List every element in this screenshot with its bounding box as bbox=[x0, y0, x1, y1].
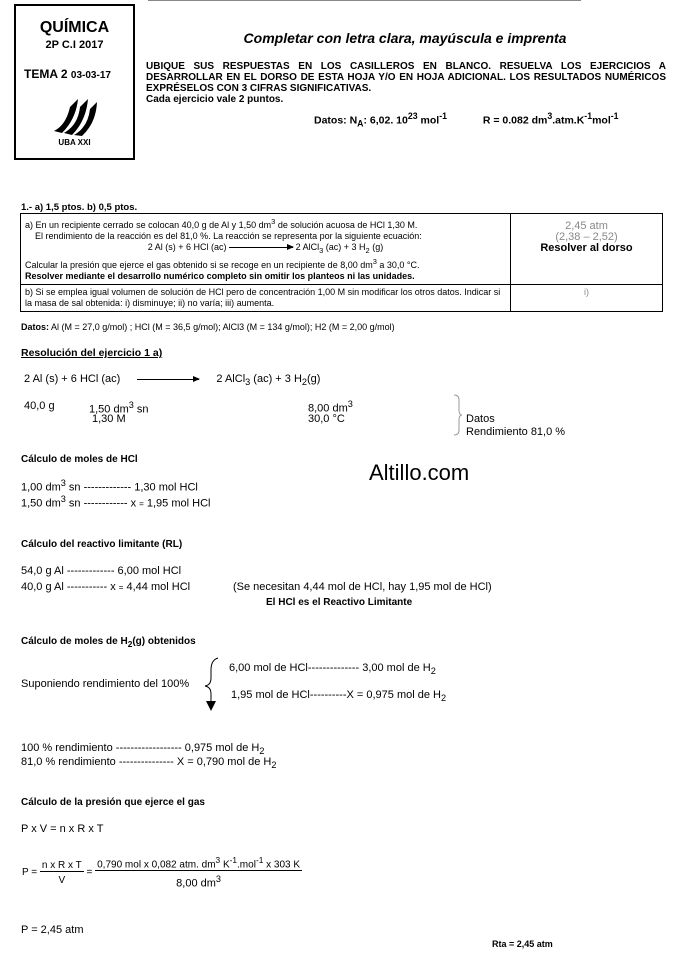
solution-title: Resolución del ejercicio 1 a) bbox=[21, 347, 163, 359]
pressure-result: P = 2,45 atm bbox=[21, 924, 84, 936]
exam-label: 2P C.I 2017 bbox=[45, 39, 104, 51]
part-b-statement: b) Si se emplea igual volumen de solución de HCl pero de concentración 1,00 M sin modificar los otros datos. Indicar si la masa de sal obtenida: i) disminuye; ii) no varía; iii) aumenta. bbox=[21, 284, 511, 311]
part-a-answer-cell[interactable] bbox=[511, 214, 663, 285]
uba-logo-icon bbox=[50, 95, 100, 137]
data-temperature: 30,0 °C bbox=[308, 413, 345, 425]
subject-title: QUÍMICA bbox=[39, 19, 110, 36]
moles-hcl-line-2: 1,50 $dm^3$ sn ------------ x = 1,95 mol HCl bbox=[21, 494, 211, 510]
rendimiento-label: Rendimiento 81,0 % bbox=[466, 426, 566, 438]
exercise-heading: 1.- a) 1,5 ptos. b) 0,5 ptos. bbox=[21, 202, 138, 213]
part-a-resolver: Resolver al dorso bbox=[540, 242, 633, 254]
header-title: Completar con letra clara, mayúscula e imprenta bbox=[243, 30, 567, 46]
moles-hcl-title: Cálculo de moles de HCl bbox=[21, 454, 138, 465]
yield-100-line: 100 % rendimiento ------------------ 0,975 mol de $H_2$ bbox=[21, 742, 265, 757]
brace-icon bbox=[452, 394, 462, 436]
curly-arrow-icon bbox=[200, 656, 224, 714]
part-a-equation: 2 Al (s) + 6 HCl (ac) 2 AlCl$_3$ (ac) + 3 $H_2$ (g) bbox=[147, 242, 384, 255]
data-hcl-volume: 1,50 $dm^3$ sn bbox=[89, 400, 149, 416]
solution-equation: 2 Al (s) + 6 HCl (ac) 2 AlCl$_3$ (ac) + 3 $H_2(g)$ bbox=[24, 373, 321, 388]
tema-label: TEMA 2 03-03-17 bbox=[24, 67, 111, 81]
pressure-title: Cálculo de la presión que ejerce el gas bbox=[21, 797, 205, 808]
h2-line-2: 1,95 mol de HCl----------X = 0,975 mol de $H_2$ bbox=[231, 689, 447, 704]
exam-date: 03-03-17 bbox=[70, 70, 111, 81]
symbolic-fraction: $\frac{\text{n x R x T}}{V}$ bbox=[41, 859, 82, 886]
final-answer: Rta = 2,45 atm bbox=[492, 939, 553, 949]
table-row bbox=[21, 214, 663, 285]
rl-line-1: 54,0 g Al ------------- 6,00 mol HCl bbox=[21, 565, 182, 577]
data-gas-volume: 8,00 $dm^3$ bbox=[308, 399, 353, 415]
exercise-table bbox=[20, 213, 663, 312]
points-note: Cada ejercicio vale 2 puntos. bbox=[146, 94, 284, 105]
rl-title: Cálculo del reactivo limitante (RL) bbox=[21, 539, 183, 550]
pressure-formula: P = $\frac{\text{n x R x T}}{V}$ = $\frac{0,790 mol x 0,082 atm. dm^3 K^{-1}.mol^{-1} x 303 K}{8,00 dm^3}$ bbox=[22, 855, 301, 890]
rl-line-2: 40,0 g Al ----------- x = 4,44 mol HCl bbox=[21, 581, 191, 593]
table-row bbox=[21, 284, 663, 311]
arrow-icon bbox=[137, 379, 199, 380]
data-hcl-molarity: 1,30 M bbox=[92, 413, 126, 425]
molar-masses: Datos: Al (M = 27,0 g/mol) ; HCl (M = 36,5 g/mol); AlCl3 (M = 134 g/mol); H2 (M = 2,00 g/mol) bbox=[21, 322, 395, 332]
part-b-answer-cell[interactable]: i) bbox=[511, 284, 663, 311]
datos-label: Datos bbox=[466, 413, 495, 425]
moles-hcl-line-1: 1,00 $dm^3$ sn ------------- 1,30 mol HCl bbox=[21, 478, 198, 494]
part-a-statement: a) En un recipiente cerrado se colocan 40,0 g de Al y 1,50 $dm^3$ de solución acuosa de HCl 1,30 M. El rendimiento de la reacción es del 81,0 %. La reacción se representa por la siguiente ecuación: 2 Al (s) + 6 HCl (ac) 2 AlCl$_3$ (ac) + 3 $H_2$ (g) Calcular la presión que ejerce el gas obtenido si se recoge en un recipiente de 8,00 $dm^3$ a 30,0 °C. Resolver mediante el desarrollo numérico completo sin omitir los planteos ni las unidades. bbox=[21, 214, 511, 285]
constants-line: Datos: $N_A$: 6,02. $10^{23}$ mol$^{-1}$ R = 0.082 $dm^3.atm.K^{-1}mol^{-1}$ bbox=[314, 111, 619, 129]
rl-conclusion: El HCl es el Reactivo Limitante bbox=[266, 597, 413, 608]
watermark: Altillo.com bbox=[369, 460, 470, 485]
data-al: 40,0 g bbox=[24, 400, 55, 412]
instructions: UBIQUE SUS RESPUESTAS EN LOS CASILLEROS EN BLANCO. RESUELVA LOS EJERCICIOS A DESARROLLAR EN EL DORSO DE ESTA HOJA Y/O EN HOJA ADICIONAL. LOS RESULTADOS NUMÉRICOS EXPRÉSELOS CON 3 CIFRAS SIGNIFICATIVAS. Cada ejercicio vale 2 puntos. bbox=[146, 61, 666, 105]
arrow-icon bbox=[229, 247, 293, 248]
h2-moles-title: Cálculo de moles de $H_2(g)$ obtenidos bbox=[21, 636, 196, 649]
top-rule bbox=[148, 0, 581, 1]
part-a-range: (2,38 – 2,52) bbox=[555, 231, 618, 243]
h2-line-1: 6,00 mol de HCl-------------- 3,00 mol de $H_2$ bbox=[229, 662, 436, 677]
rl-note: (Se necesitan 4,44 mol de HCl, hay 1,95 mol de HCl) bbox=[233, 581, 492, 593]
h2-assumption: Suponiendo rendimiento del 100% bbox=[21, 678, 190, 690]
ideal-gas-equation: P x V = n x R x T bbox=[21, 823, 104, 835]
part-a-answer: 2,45 atm bbox=[565, 220, 608, 232]
yield-81-line: 81,0 % rendimiento --------------- X = 0,790 mol de $H_2$ bbox=[21, 756, 277, 771]
uba-logo-text: UBA XXI bbox=[58, 138, 91, 147]
numeric-fraction: $\frac{0,790 mol x 0,082 atm. dm^3 K^{-1}.mol^{-1} x 303 K}{8,00 dm^3}$ bbox=[97, 855, 301, 890]
